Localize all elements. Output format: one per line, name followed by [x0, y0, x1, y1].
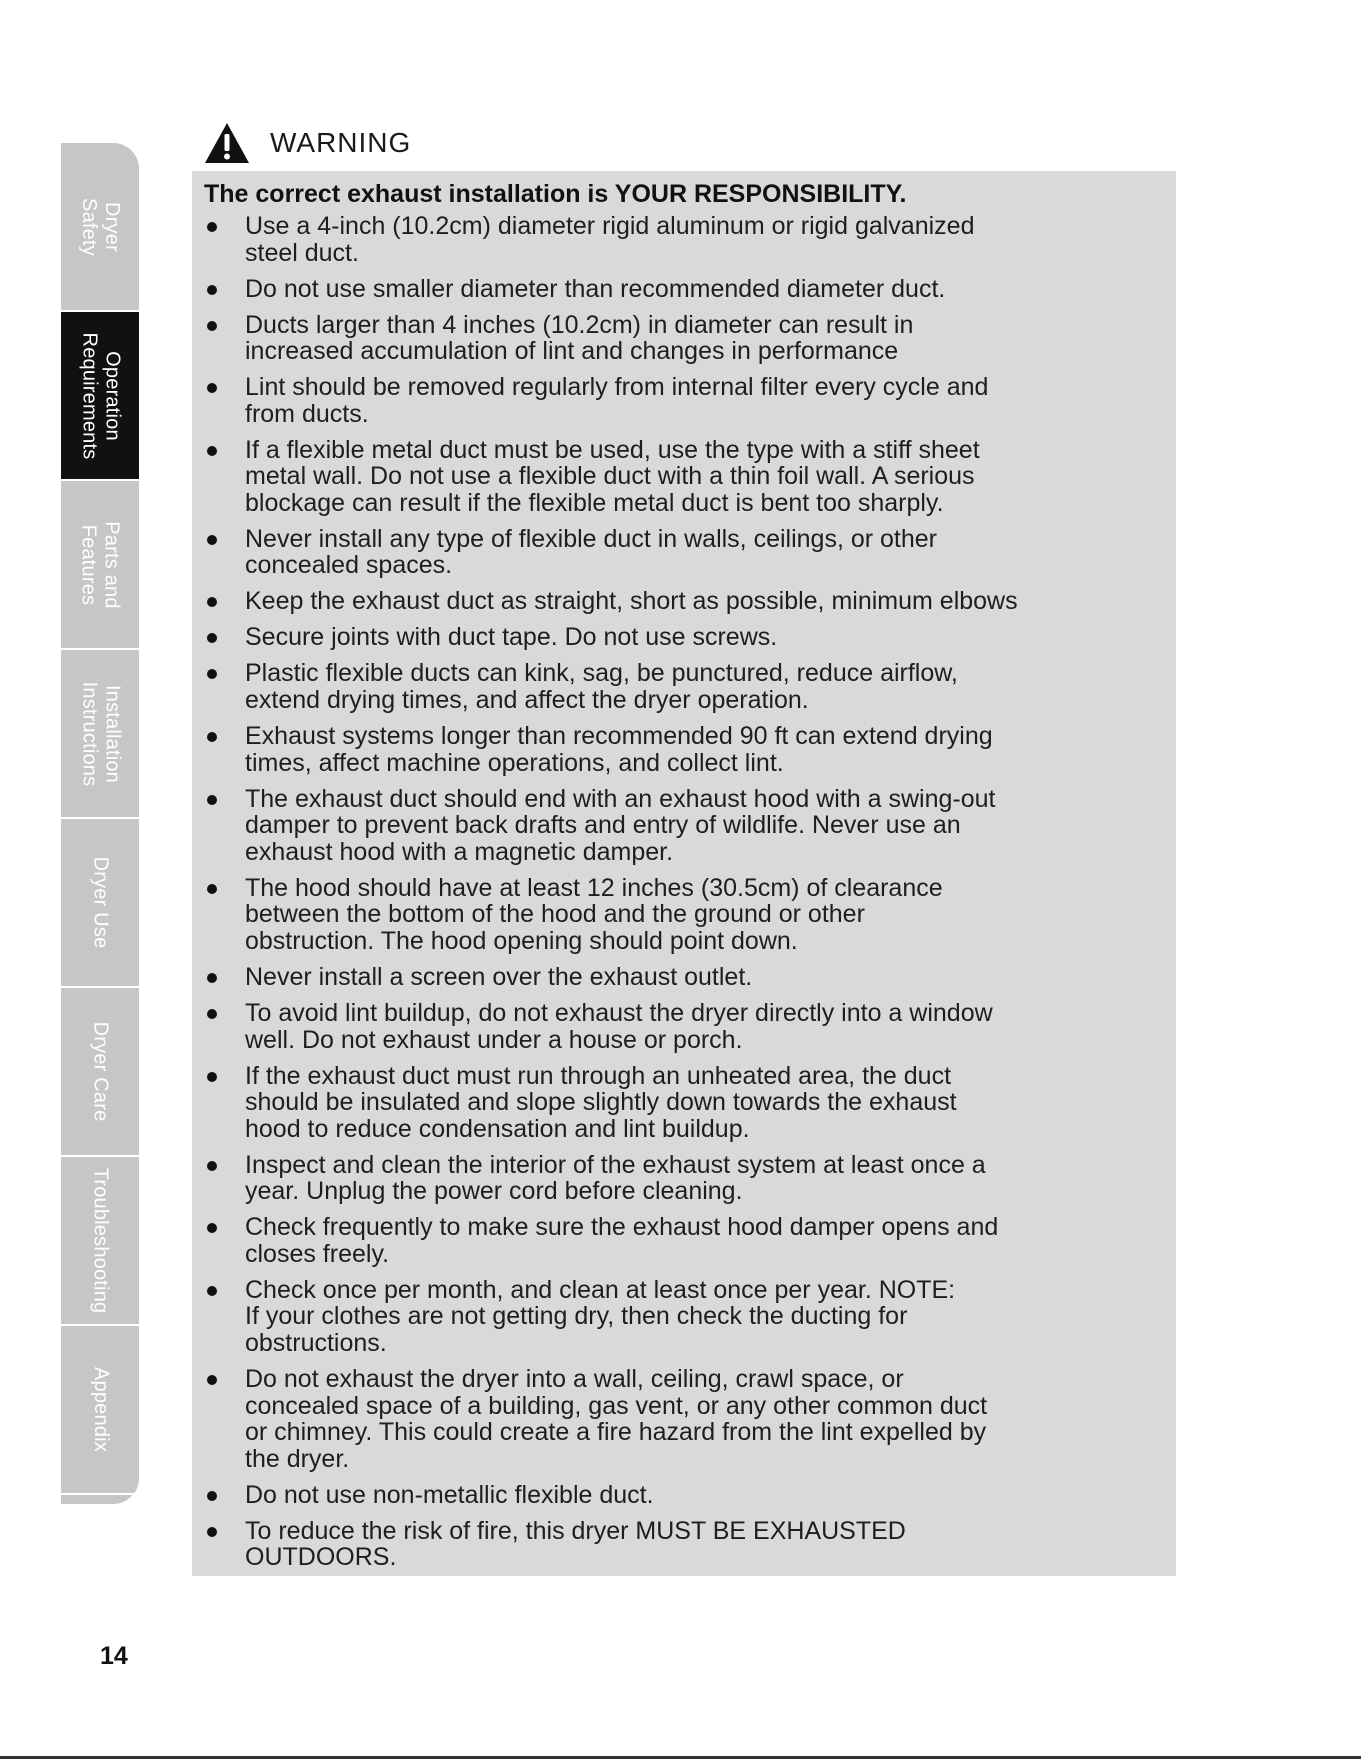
list-item [204, 1214, 1176, 1267]
tab-parts-and-features[interactable] [61, 481, 139, 650]
list-item [204, 660, 1176, 713]
bullet-dot-icon [207, 1009, 217, 1019]
list-item-text: Inspect and clean the interior of the exhaust system at least once a year. Unplug the power cord before cleaning. [245, 1150, 986, 1206]
list-item-text: Do not use smaller diameter than recommended diameter duct. [245, 274, 946, 303]
bullet-dot-icon [207, 446, 217, 456]
warning-title: WARNING [270, 127, 412, 158]
list-item [204, 276, 1176, 303]
list-item-text: If a flexible metal duct must be used, use the type with a stiff sheet metal wall. Do not use a flexible duct with a thin foil wall. A serious blockage can result if the flexible metal duct is bent too sharply. [245, 435, 980, 517]
tab-label-line: Operation [101, 350, 123, 441]
bullet-dot-icon [207, 669, 217, 679]
tab-label-line: Features [78, 524, 100, 605]
tab-label [89, 857, 112, 949]
bullet-dot-icon [207, 1375, 217, 1385]
list-item [204, 437, 1176, 517]
bullet-dot-icon [207, 732, 217, 742]
bullet-dot-icon [207, 795, 217, 805]
bullet-dot-icon [207, 1072, 217, 1082]
bullet-dot-icon [207, 1527, 217, 1537]
warning-triangle-icon [204, 122, 250, 164]
tab-label-line: Requirements [78, 332, 100, 459]
list-item-text: Use a 4-inch (10.2cm) diameter rigid aluminum or rigid galvanized steel duct. [245, 212, 975, 267]
list-item [204, 1152, 1176, 1205]
section-tabs [61, 143, 139, 1504]
list-item [204, 723, 1176, 776]
page-number: 14 [100, 1642, 128, 1670]
list-item-text: Secure joints with duct tape. Do not use screws. [245, 623, 778, 652]
list-item [204, 526, 1176, 579]
list-item [204, 213, 1176, 266]
bullet-dot-icon [207, 1491, 217, 1501]
tab-label [77, 681, 123, 786]
bottom-rule [0, 1756, 1361, 1759]
list-item [204, 964, 1176, 991]
tab-operation-requirements[interactable] [61, 312, 139, 481]
tab-label [77, 521, 123, 608]
list-item-text: To avoid lint buildup, do not exhaust the dryer directly into a window well. Do not exhaust under a house or porch. [245, 998, 993, 1054]
tab-dryer-use[interactable] [61, 819, 139, 988]
tab-label [89, 1168, 112, 1314]
tab-installation-instructions[interactable] [61, 650, 139, 819]
warning-list [204, 213, 1176, 1571]
list-item-text: Ducts larger than 4 inches (10.2cm) in diameter can result in increased accumulation of lint and changes in performance [245, 310, 914, 366]
list-item [204, 1277, 1176, 1357]
bullet-dot-icon [207, 535, 217, 545]
list-item [204, 1000, 1176, 1053]
list-item-text: The exhaust duct should end with an exhaust hood with a swing-out damper to prevent back drafts and entry of wildlife. Never use an exhaust hood with a magnetic damper. [245, 784, 996, 866]
list-item-text: If the exhaust duct must run through an unheated area, the duct should be insulated and slope slightly down towards the exhaust hood to reduce condensation and lint buildup. [245, 1061, 957, 1143]
list-item [204, 1366, 1176, 1472]
list-item-text: Never install a screen over the exhaust outlet. [245, 962, 753, 991]
list-item-text: Keep the exhaust duct as straight, short as possible, minimum elbows [245, 587, 1018, 616]
bullet-dot-icon [207, 597, 217, 607]
tab-label-line: Dryer Use [89, 856, 112, 949]
list-item-text: The hood should have at least 12 inches (30.5cm) of clearance between the bottom of the hood and the ground or other obstruction. The hood opening should point down. [245, 873, 943, 955]
warning-box [192, 171, 1176, 1576]
bullet-dot-icon [207, 222, 217, 232]
list-item [204, 1063, 1176, 1143]
bullet-dot-icon [207, 285, 217, 295]
list-item [204, 312, 1176, 365]
tab-label-line: Parts and [101, 520, 123, 609]
bullet-dot-icon [207, 973, 217, 983]
list-item [204, 1482, 1176, 1509]
tab-appendix[interactable] [61, 1326, 139, 1495]
tab-label-line: Dryer Care [89, 1021, 112, 1122]
tab-label-line: Installation [101, 684, 124, 783]
bullet-dot-icon [207, 321, 217, 331]
tab-label-line: Troubleshooting [89, 1167, 112, 1314]
tab-label [77, 198, 123, 256]
bullet-dot-icon [207, 633, 217, 643]
list-item-text: Do not use non-metallic flexible duct. [245, 1480, 654, 1509]
list-item [204, 624, 1176, 651]
list-item [204, 374, 1176, 427]
tab-label-line: Instructions [78, 681, 101, 786]
list-item [204, 588, 1176, 615]
bullet-dot-icon [207, 884, 217, 894]
list-item-text: Plastic flexible ducts can kink, sag, be punctured, reduce airflow, extend drying times, and affect the dryer operation. [245, 659, 958, 715]
warning-header [204, 118, 411, 168]
tab-dryer-safety[interactable] [61, 143, 139, 312]
warning-lead: The correct exhaust installation is YOUR RESPONSIBILITY. [204, 180, 907, 208]
list-item-text: Check once per month, and clean at least once per year. NOTE: If your clothes are not getting dry, then check the ducting for obstructions. [245, 1275, 956, 1358]
tab-label-line: Safety [78, 197, 100, 256]
tab-label [89, 1022, 112, 1122]
list-item-text: Lint should be removed regularly from internal filter every cycle and from ducts. [245, 373, 989, 428]
list-item-text: Do not exhaust the dryer into a wall, ceiling, crawl space, or concealed space of a building, gas vent, or any other common duct or chimney. This could create a fire hazard from the lint expelled by the dryer. [245, 1365, 988, 1473]
bullet-dot-icon [207, 1223, 217, 1233]
tab-label-line: Dryer [101, 201, 123, 252]
tab-label-line: Appendix [89, 1367, 112, 1452]
list-item-text: To reduce the risk of fire, this dryer MUST BE EXHAUSTED OUTDOORS. [245, 1516, 906, 1572]
list-item-text: Never install any type of flexible duct in walls, ceilings, or other concealed spaces. [245, 524, 937, 580]
bullet-dot-icon [207, 383, 217, 393]
bullet-dot-icon [207, 1161, 217, 1171]
tab-dryer-care[interactable] [61, 988, 139, 1157]
tab-troubleshooting[interactable] [61, 1157, 139, 1326]
list-item-text: Check frequently to make sure the exhaust hood damper opens and closes freely. [245, 1213, 999, 1268]
bullet-dot-icon [207, 1286, 217, 1296]
list-item [204, 786, 1176, 866]
list-item [204, 875, 1176, 955]
tab-label [77, 332, 123, 459]
list-item [204, 1518, 1176, 1571]
list-item-text: Exhaust systems longer than recommended 90 ft can extend drying times, affect machine operations, and collect lint. [245, 722, 993, 777]
tab-label [89, 1367, 112, 1452]
